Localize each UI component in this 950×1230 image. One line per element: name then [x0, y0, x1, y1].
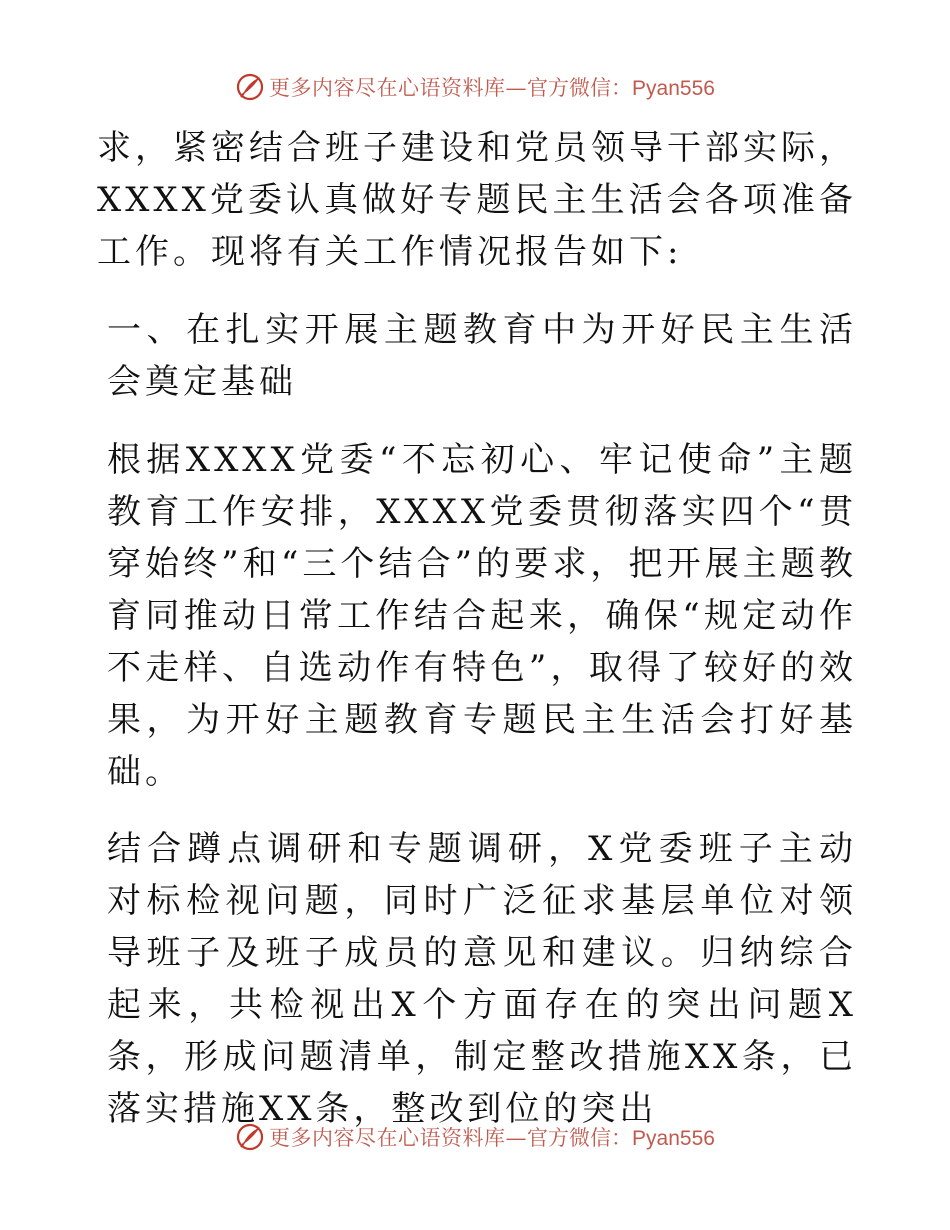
watermark-left-text: 更多内容尽在心语资料库— [269, 1126, 528, 1150]
document-body [97, 122, 857, 1160]
paragraph-problem-review: 结合蹲点调研和专题调研，X党委班子主动对标检视问题，同时广泛征求基层单位对领导班子及班子成员的意见和建议。归纳综合起来，共检视出X个方面存在的突出问题X条，形成问题清单，制定整改措施XX条，已落实措施XX条，整改到位的突出 [107, 829, 857, 1129]
paragraph-continuation: 求，紧密结合班子建设和党员领导干部实际，XXXX党委认真做好专题民主生活会各项准备工作。现将有关工作情况报告如下: [97, 128, 857, 272]
watermark-left-text: 更多内容尽在心语资料库— [269, 76, 528, 100]
paragraph-theme-education: 根据XXXX党委“不忘初心、牢记使命”主题教育工作安排，XXXX党委贯彻落实四个“贯穿始终”和“三个结合”的要求，把开展主题教育同推动日常工作结合起来，确保“规定动作不走样、自选动作有特色”，取得了较好的效果，为开好主题教育专题民主生活会打好基础。 [107, 440, 857, 792]
red-quill-logo-icon [235, 1122, 265, 1152]
footer-watermark [0, 1122, 950, 1152]
watermark-right-text: 官方微信：Pyan556 [527, 77, 715, 100]
red-quill-logo-icon [235, 72, 265, 102]
header-watermark [0, 72, 950, 102]
watermark-right-text: 官方微信：Pyan556 [527, 1127, 715, 1150]
section-heading: 一、在扎实开展主题教育中为开好民主生活会奠定基础 [107, 310, 857, 402]
